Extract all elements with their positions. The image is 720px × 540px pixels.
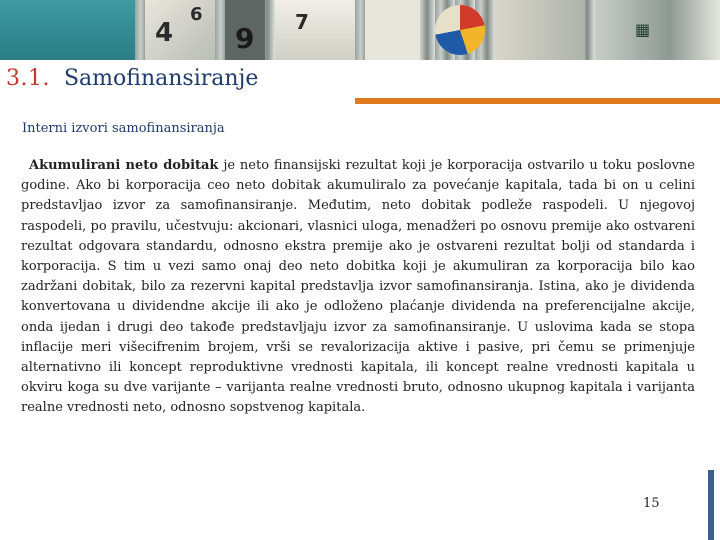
body-text: je neto finansijski rezultat koji je korporacija ostvarilo u toku poslovne godine. Ako bi korporacija ceo neto dobitak akumuliralo za povećanje kapitala, tada bi on u celini predstavljao izvor za samofinansiranje. Međutim, neto dobitak podleže raspodeli. U njegovoj raspodeli, po pravilu, učestvuju: akcionari, vlasnici uloga, menadžeri po osnovu premije ako ostvareni rezultat odgovara standardu, odnosno ekstra premije ako je ostvareni rezultat bolji od standarda i korporacija. S tim u vezi samo onaj deo neto dobitka koji je akumuliran za korporacija bilo kao zadržani dobitak, bilo za rezervni kapital predstavlja izvor samofinansiranja. Istina, ako je dividenda konvertovana u dividendne akcije ili ako je odloženo plaćanje dividenda na preferencijalne akcije, onda ijedan i drugi deo takođe predstavljaju izvor za samofinansiranje. U uslovima kada se stopa inflacije meri višecifrenim brojem, vrši se revalorizacija aktive i pasive, pri čemu se primenjuje alternativno ili koncept reproduktivne vrednosti kapitala, ili koncept realne vrednosti kapitala u okviru koga su dve varijante – varijanta realne vrednosti bruto, odnosno ukupnog kapitala i varijanta realne vrednosti neto, odnosno sopstvenog kapitala. <box>21 158 696 416</box>
page-number: 15 <box>643 496 660 511</box>
header-banner-image <box>0 0 720 60</box>
pie-chart-icon <box>435 5 485 55</box>
title-accent-rule <box>355 98 720 104</box>
section-number: 3.1. <box>6 66 50 91</box>
body-paragraph <box>21 156 695 419</box>
slide-title <box>6 66 258 100</box>
slide-subtitle: Interni izvori samofinansiranja <box>22 121 225 136</box>
lead-term: Akumulirani neto dobitak <box>29 158 219 173</box>
banner-teal-band <box>0 0 135 60</box>
banner-collage: 4 6 9 7 ▦ <box>135 0 720 60</box>
section-title: Samofinansiranje <box>63 66 259 91</box>
corner-accent <box>708 470 714 540</box>
